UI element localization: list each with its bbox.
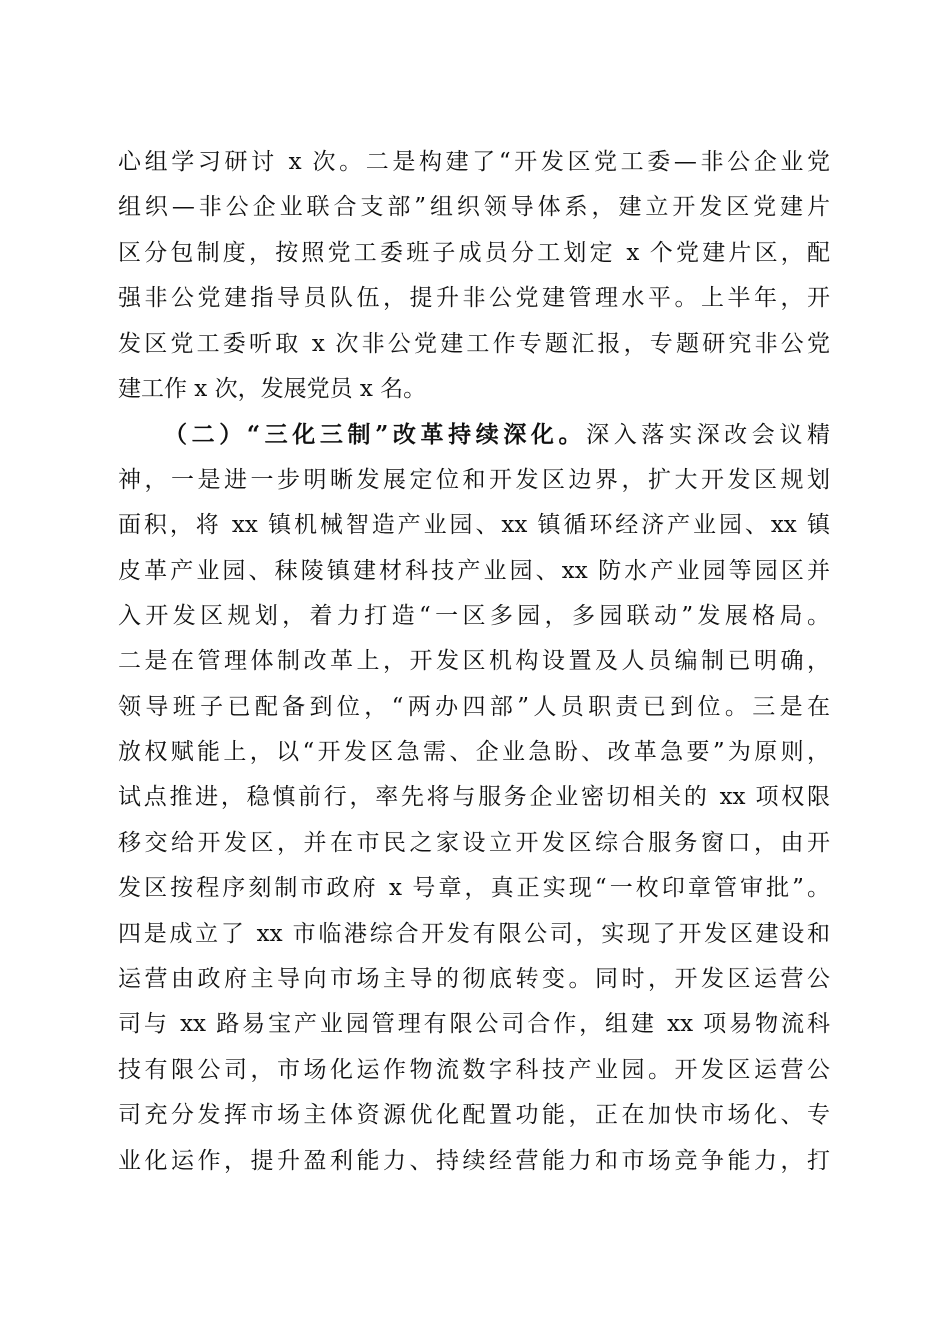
text-line: 业化运作，提升盈利能力、持续经营能力和市场竞争能力，打 (118, 1147, 830, 1174)
text-line: 试点推进，稳慎前行，率先将与服务企业密切相关的 xx 项权限 (118, 784, 830, 811)
section-heading: （二）“三化三制”改革持续深化。 (164, 421, 587, 449)
text-line: 技有限公司，市场化运作物流数字科技产业园。开发区运营公 (118, 1056, 830, 1083)
text-line: 发区党工委听取 x 次非公党建工作专题汇报，专题研究非公党 (118, 330, 830, 357)
text-line: 发区按程序刻制市政府 x 号章，真正实现“一枚印章管审批”。 (118, 875, 830, 902)
body-text (118, 140, 830, 1184)
text-line: 强非公党建指导员队伍，提升非公党建管理水平。上半年，开 (118, 285, 830, 312)
text-line: 组织—非公企业联合支部”组织领导体系，建立开发区党建片 (118, 194, 830, 221)
text-line: 面积，将 xx 镇机械智造产业园、xx 镇循环经济产业园、xx 镇 (118, 512, 830, 539)
paragraph-2 (118, 412, 830, 1184)
text-line: 心组学习研讨 x 次。二是构建了“开发区党工委—非公企业党 (118, 149, 830, 175)
text-line: 皮革产业园、秣陵镇建材科技产业园、xx 防水产业园等园区并 (118, 557, 830, 584)
text-line: 入开发区规划，着力打造“一区多园，多园联动”发展格局。 (118, 602, 830, 629)
text-line: 领导班子已配备到位，“两办四部”人员职责已到位。三是在 (118, 693, 830, 720)
text-line: 二是在管理体制改革上，开发区机构设置及人员编制已明确， (118, 648, 830, 675)
text-line: 司与 xx 路易宝产业园管理有限公司合作，组建 xx 项易物流科 (118, 1011, 830, 1038)
text-line: 四是成立了 xx 市临港综合开发有限公司，实现了开发区建设和 (118, 920, 830, 947)
text-line: 建工作 x 次，发展党员 x 名。 (118, 375, 427, 402)
text-line: 神，一是进一步明晰发展定位和开发区边界，扩大开发区规划 (118, 466, 830, 493)
text-line: 运营由政府主导向市场主导的彻底转变。同时，开发区运营公 (118, 966, 830, 993)
text-line: 放权赋能上，以“开发区急需、企业急盼、改革急要”为原则， (118, 739, 830, 766)
text-line: 区分包制度，按照党工委班子成员分工划定 x 个党建片区，配 (118, 239, 830, 266)
text-line: 移交给开发区，并在市民之家设立开发区综合服务窗口，由开 (118, 829, 830, 856)
paragraph-1 (118, 140, 830, 412)
text-line: 司充分发挥市场主体资源优化配置功能，正在加快市场化、专 (118, 1102, 830, 1129)
text-line-with-heading (118, 412, 830, 457)
heading-line-rest: 深入落实深改会议精 (586, 422, 830, 449)
